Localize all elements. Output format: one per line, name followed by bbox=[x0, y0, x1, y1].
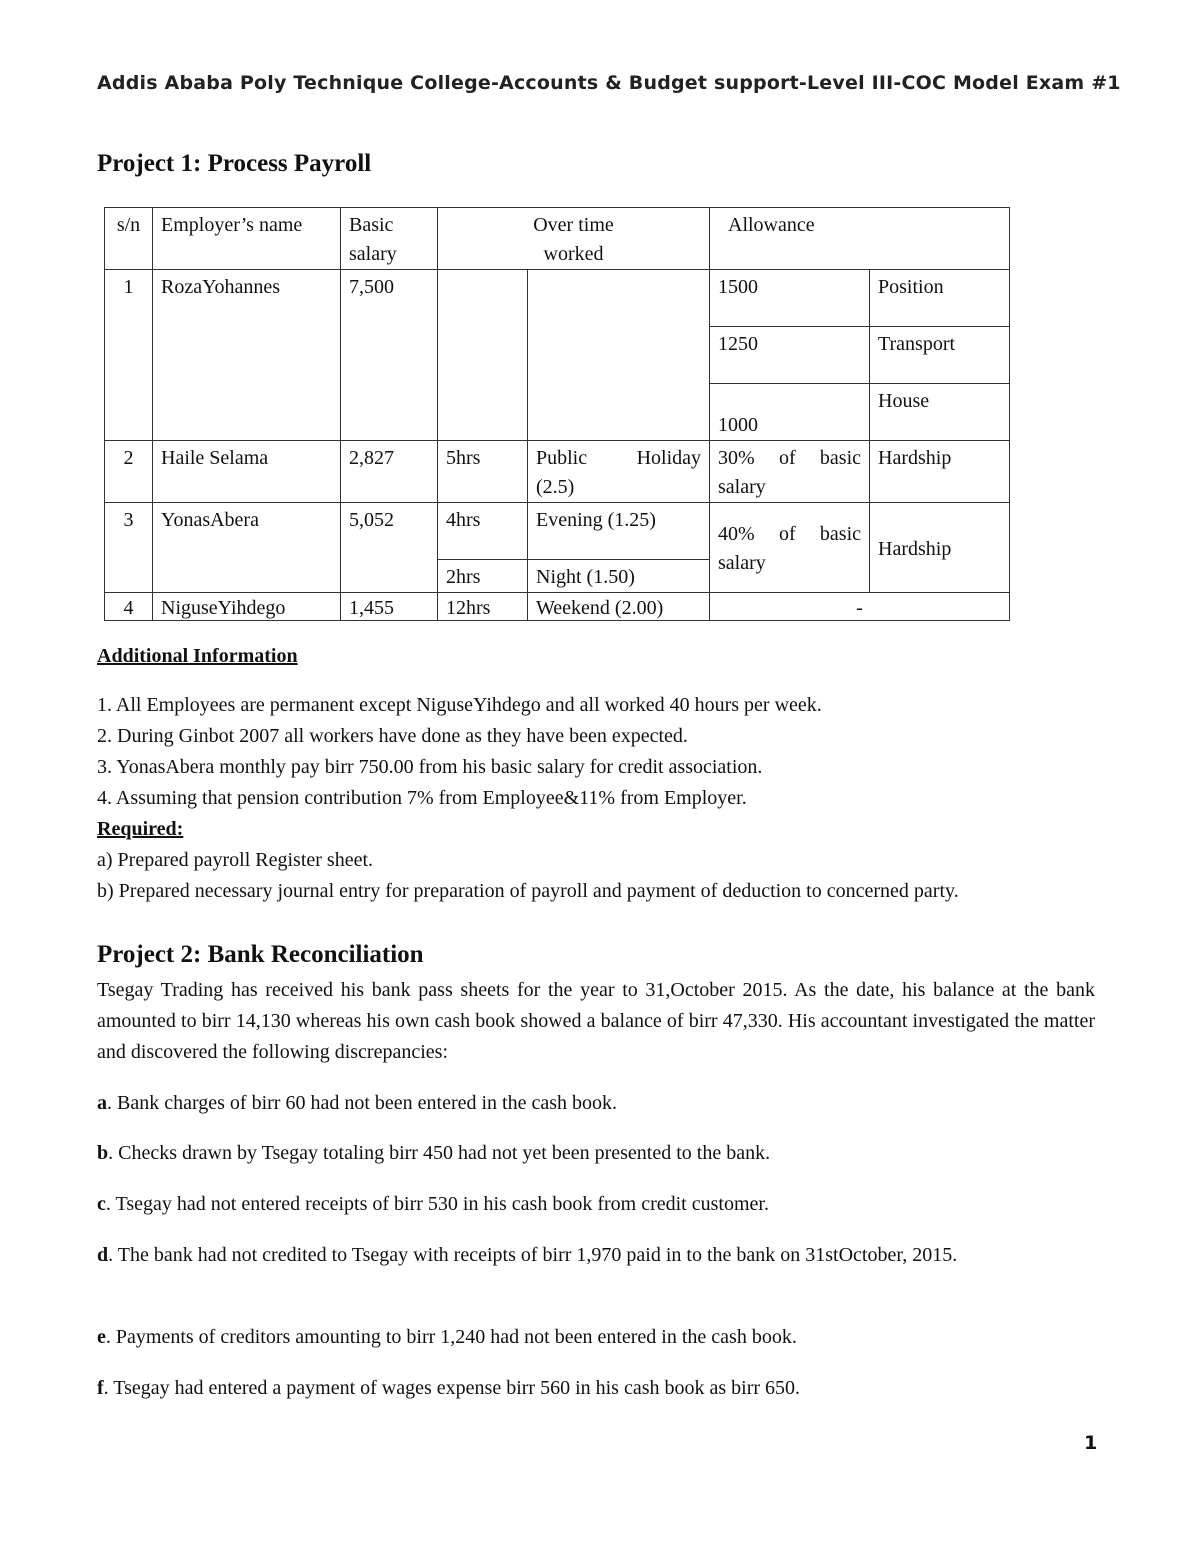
table-row bbox=[105, 441, 1010, 503]
discrepancy-text-e: . Payments of creditors amounting to birr 1,240 had not been entered in the cash book. bbox=[105, 1326, 797, 1348]
row1-sn: 1 bbox=[105, 270, 153, 441]
row2-ot-type bbox=[528, 441, 710, 503]
project2-title: Project 2: Bank Reconciliation bbox=[97, 941, 424, 968]
discrepancy-item-f bbox=[97, 1373, 800, 1404]
discrepancy-text-a: . Bank charges of birr 60 had not been entered in the cash book. bbox=[107, 1092, 618, 1114]
info-item-3: 3. YonasAbera monthly pay birr 750.00 from his basic salary for credit association. bbox=[97, 756, 763, 778]
required-item-a: a) Prepared payroll Register sheet. bbox=[97, 849, 374, 871]
discrepancy-text-c: . Tsegay had not entered receipts of birr 530 in his cash book from credit customer. bbox=[105, 1193, 769, 1215]
row2-ot-type-word2: Holiday bbox=[636, 447, 701, 469]
row4-basic: 1,455 bbox=[341, 593, 438, 621]
row3-ot-type-a: Evening (1.25) bbox=[528, 503, 710, 560]
row2-allowance-line1 bbox=[718, 444, 861, 473]
row2-name: Haile Selama bbox=[153, 441, 341, 503]
table-header-row bbox=[105, 208, 1010, 270]
row3-sn: 3 bbox=[105, 503, 153, 593]
row2-ot-type-line1 bbox=[536, 444, 701, 473]
header-overtime bbox=[438, 208, 710, 270]
table-row bbox=[105, 503, 1010, 560]
row2-ot-type-word1: Public bbox=[536, 447, 588, 469]
row3-allowance-line2: salary bbox=[718, 552, 766, 574]
additional-info-title: Additional Information bbox=[97, 645, 298, 667]
header-overtime-line1: Over time bbox=[533, 214, 614, 236]
row3-ot-type-b: Night (1.50) bbox=[528, 560, 710, 593]
discrepancy-item-a bbox=[97, 1088, 617, 1119]
row3-allowance-word2: of bbox=[778, 523, 796, 545]
row2-allowance-line2: salary bbox=[718, 476, 766, 498]
payroll-table bbox=[104, 207, 1010, 621]
row3-allowance-word3: basic bbox=[819, 523, 861, 545]
header-sn: s/n bbox=[105, 208, 153, 270]
row3-allowance-word1: 40% bbox=[718, 523, 755, 545]
row2-ot-hours: 5hrs bbox=[438, 441, 528, 503]
page-number: 1 bbox=[1084, 1432, 1098, 1454]
discrepancy-label-e: e bbox=[97, 1326, 106, 1348]
header-name: Employer’s name bbox=[153, 208, 341, 270]
discrepancy-label-f: f bbox=[97, 1377, 104, 1399]
row3-allowance bbox=[710, 503, 870, 593]
row1-allowance-amount-1: 1500 bbox=[710, 270, 870, 327]
table-row bbox=[105, 270, 1010, 327]
row2-ot-type-line2: (2.5) bbox=[536, 476, 575, 498]
required-item-b: b) Prepared necessary journal entry for preparation of payroll and payment of deduction to concerned party. bbox=[97, 880, 959, 902]
discrepancy-label-a: a bbox=[97, 1092, 107, 1114]
discrepancy-text-b: . Checks drawn by Tsegay totaling birr 450 had not yet been presented to the bank. bbox=[108, 1142, 771, 1164]
row1-allowance-amount-2: 1250 bbox=[710, 327, 870, 384]
row2-allowance-word2: of bbox=[778, 447, 796, 469]
page-header: Addis Ababa Poly Technique College-Accounts & Budget support-Level III-COC Model Exam #1 bbox=[97, 72, 1121, 94]
info-item-2: 2. During Ginbot 2007 all workers have done as they have been expected. bbox=[97, 725, 688, 747]
header-basic bbox=[341, 208, 438, 270]
discrepancy-text-d: . The bank had not credited to Tsegay with receipts of birr 1,970 paid in to the bank on 31stOctober, 2015. bbox=[108, 1244, 958, 1266]
row3-ot-hours-b: 2hrs bbox=[438, 560, 528, 593]
info-list bbox=[97, 690, 822, 876]
header-basic-line2: salary bbox=[349, 243, 397, 265]
discrepancy-label-c: c bbox=[97, 1193, 106, 1215]
header-overtime-line2: worked bbox=[543, 243, 604, 265]
required-title: Required: bbox=[97, 818, 184, 840]
row1-basic: 7,500 bbox=[341, 270, 438, 441]
row2-allowance-word1: 30% bbox=[718, 447, 755, 469]
row3-allowance-line1 bbox=[718, 520, 861, 549]
row1-ot-hours bbox=[438, 270, 528, 441]
row3-name: YonasAbera bbox=[153, 503, 341, 593]
row1-allowance-type-1: Position bbox=[870, 270, 1010, 327]
discrepancy-item-d bbox=[97, 1240, 1077, 1271]
row2-allowance-word3: basic bbox=[819, 447, 861, 469]
project1-title: Project 1: Process Payroll bbox=[97, 150, 372, 177]
discrepancy-item-b bbox=[97, 1138, 770, 1169]
row2-basic: 2,827 bbox=[341, 441, 438, 503]
row3-ot-hours-a: 4hrs bbox=[438, 503, 528, 560]
row4-name: NiguseYihdego bbox=[153, 593, 341, 621]
row4-allowance: - bbox=[710, 593, 1010, 621]
row1-allowance-type-3: House bbox=[870, 384, 1010, 441]
header-allowance: Allowance bbox=[710, 208, 1010, 270]
row2-allowance-type: Hardship bbox=[870, 441, 1010, 503]
row1-name: RozaYohannes bbox=[153, 270, 341, 441]
discrepancy-item-e bbox=[97, 1322, 797, 1353]
row2-allowance bbox=[710, 441, 870, 503]
project2-intro: Tsegay Trading has received his bank pass sheets for the year to 31,October 2015. As the date, his balance at the bank amounted to birr 14,130 whereas his own cash book showed a balance of birr 47,330. His accountant investigated the matter and discovered the following discrepancies: bbox=[97, 979, 1095, 1063]
row3-allowance-type: Hardship bbox=[870, 503, 1010, 593]
table-row bbox=[105, 593, 1010, 621]
row1-ot-type bbox=[528, 270, 710, 441]
row1-allowance-type-2: Transport bbox=[870, 327, 1010, 384]
discrepancy-text-f: . Tsegay had entered a payment of wages expense birr 560 in his cash book as birr 650. bbox=[103, 1377, 801, 1399]
row4-sn: 4 bbox=[105, 593, 153, 621]
header-basic-line1: Basic bbox=[349, 214, 394, 236]
row3-basic: 5,052 bbox=[341, 503, 438, 593]
row4-ot-hours: 12hrs bbox=[438, 593, 528, 621]
row4-ot-type: Weekend (2.00) bbox=[528, 593, 710, 621]
discrepancy-label-d: d bbox=[97, 1244, 109, 1266]
row1-allowance-amount-3: 1000 bbox=[710, 384, 870, 441]
info-item-1: 1. All Employees are permanent except NiguseYihdego and all worked 40 hours per week. bbox=[97, 694, 822, 716]
info-item-4: 4. Assuming that pension contribution 7% from Employee&11% from Employer. bbox=[97, 787, 747, 809]
discrepancy-label-b: b bbox=[97, 1142, 109, 1164]
discrepancy-item-c bbox=[97, 1189, 769, 1220]
row2-sn: 2 bbox=[105, 441, 153, 503]
